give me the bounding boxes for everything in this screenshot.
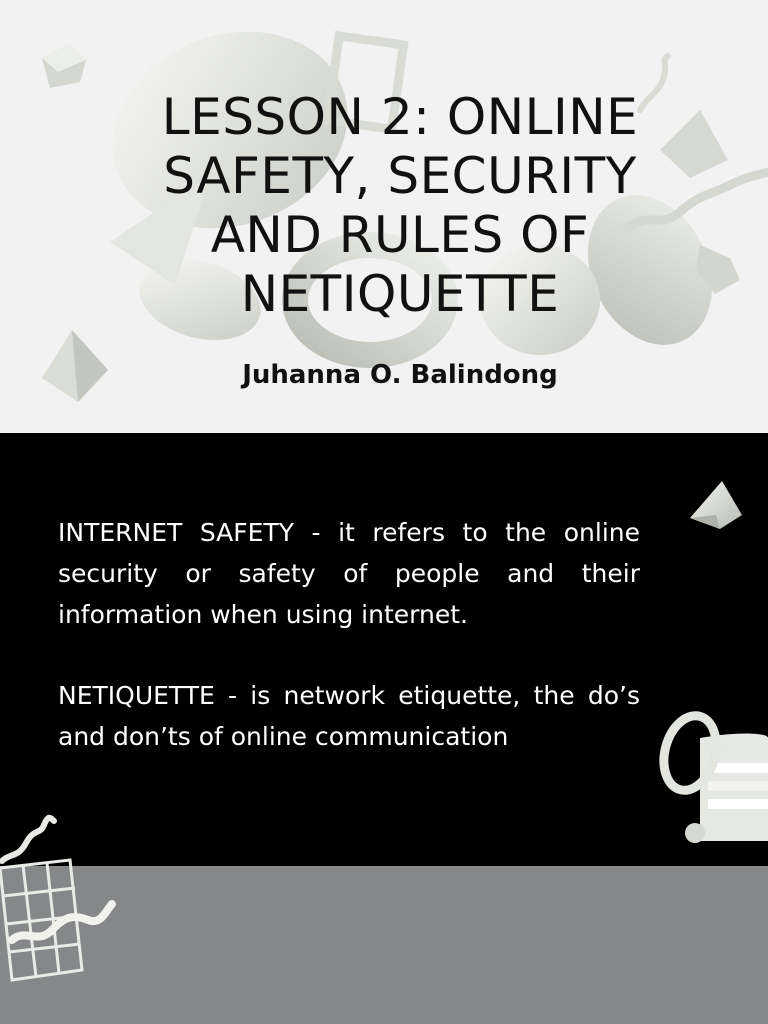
internet-safety-definition: INTERNET SAFETY - it refers to the online security or safety of people and their information when using internet. xyxy=(58,518,640,629)
netiquette-definition: NETIQUETTE - is network etiquette, the do’s and don’ts of online communication xyxy=(58,681,640,751)
definitions-slide xyxy=(0,433,768,866)
title-slide xyxy=(0,0,768,433)
author-name: Juhanna O. Balindong xyxy=(242,360,558,390)
white-shapes-decoration xyxy=(0,433,768,866)
grid-wave-decoration xyxy=(0,820,130,990)
page-title: LESSON 2: ONLINE SAFETY, SECURITY AND RULES OF NETIQUETTE xyxy=(161,88,639,323)
